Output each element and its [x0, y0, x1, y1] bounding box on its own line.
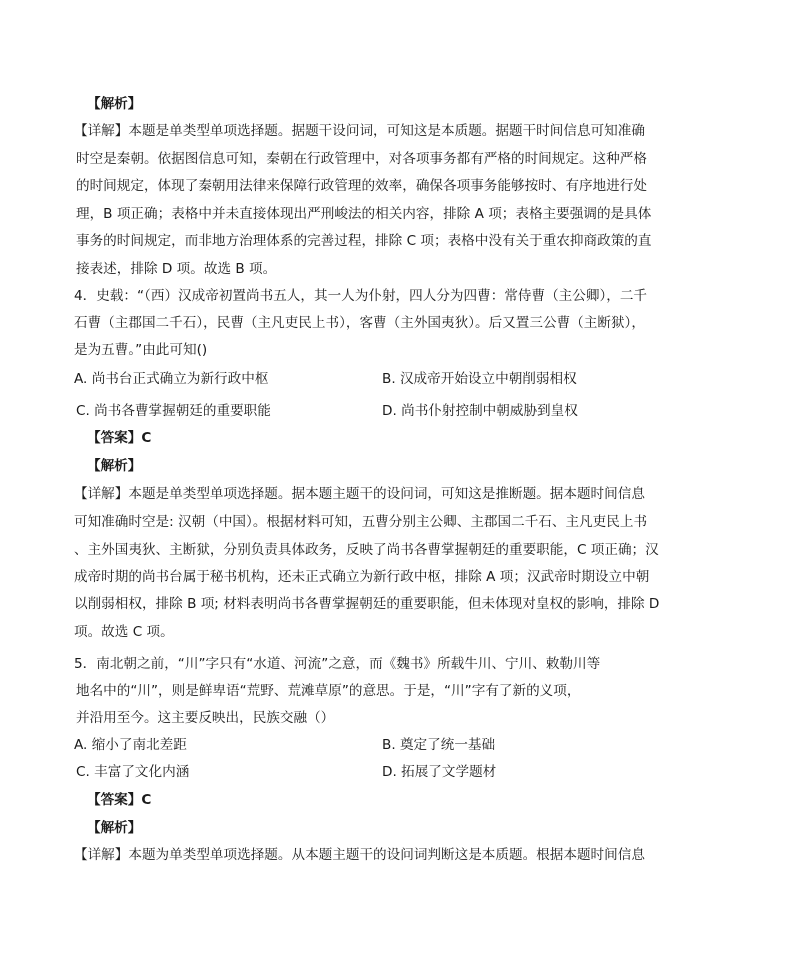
analysis-line: 接表述，排除 D 项。故选 B 项。 — [76, 261, 277, 277]
answer-label: 【答案】C — [87, 430, 152, 446]
option-b: B. 奠定了统一基础 — [382, 737, 496, 753]
analysis-line: 、主外国夷狄、主断狱，分别负责具体政务，反映了尚书各曹掌握朝廷的重要职能，C 项正确；汉 — [74, 542, 659, 558]
question-4-stem: 4．史载：“（西）汉成帝初置尚书五人，其一人为仆射，四人分为四曹：常侍曹（主公卿），二千 — [74, 288, 648, 304]
question-4-stem: 是为五曹。”由此可知() — [74, 342, 208, 358]
option-a: A. 尚书台正式确立为新行政中枢 — [74, 371, 269, 387]
analysis-label: 【解析】 — [87, 458, 142, 474]
analysis-line: 以削弱相权，排除 B 项; 材料表明尚书各曹掌握朝廷的重要职能，但未体现对皇权的影响，排除 D — [74, 596, 660, 612]
option-b: B. 汉成帝开始设立中朝削弱相权 — [382, 371, 577, 387]
analysis-line: 的时间规定，体现了秦朝用法律来保障行政管理的效率，确保各项事务能够按时、有序地进行处 — [76, 178, 647, 194]
analysis-line: 项。故选 C 项。 — [74, 624, 174, 640]
option-d: D. 拓展了文学题材 — [382, 764, 497, 780]
analysis-line: 【详解】本题为单类型单项选择题。从本题主题干的设问词判断这是本质题。根据本题时间信息 — [74, 847, 645, 863]
option-c: C. 尚书各曹掌握朝廷的重要职能 — [76, 403, 271, 419]
analysis-label: 【解析】 — [87, 820, 142, 836]
analysis-line: 可知准确时空是: 汉朝（中国）。根据材料可知，五曹分别主公卿、主郡国二千石、主凡吏民上书 — [74, 514, 648, 530]
analysis-line: 成帝时期的尚书台属于秘书机构，还未正式确立为新行政中枢，排除 A 项；汉武帝时期设立中朝 — [74, 569, 650, 585]
option-c: C. 丰富了文化内涵 — [76, 764, 190, 780]
option-d: D. 尚书仆射控制中朝威胁到皇权 — [382, 403, 578, 419]
analysis-line: 【详解】本题是单类型单项选择题。据题干设问词，可知这是本质题。据题干时间信息可知准确 — [74, 123, 645, 139]
question-5-stem: 5．南北朝之前，“川”字只有“水道、河流”之意，而《魏书》所载牛川、宁川、敕勒川等 — [74, 656, 601, 672]
question-5-stem: 并沿用至今。这主要反映出，民族交融（） — [76, 710, 335, 726]
option-a: A. 缩小了南北差距 — [74, 737, 187, 753]
analysis-line: 理，B 项正确；表格中并未直接体现出严刑峻法的相关内容，排除 A 项；表格主要强调的是具体 — [76, 206, 652, 222]
analysis-line: 时空是秦朝。依据图信息可知，秦朝在行政管理中，对各项事务都有严格的时间规定。这种严格 — [76, 151, 647, 167]
analysis-line: 【详解】本题是单类型单项选择题。据本题主题干的设问词，可知这是推断题。据本题时间信息 — [74, 486, 645, 502]
analysis-line: 事务的时间规定，而非地方治理体系的完善过程，排除 C 项；表格中没有关于重农抑商政策的直 — [76, 233, 652, 249]
question-4-stem: 石曹（主郡国二千石），民曹（主凡吏民上书），客曹（主外国夷狄）。后又置三公曹（主断狱）， — [74, 315, 645, 331]
analysis-label: 【解析】 — [87, 96, 142, 112]
answer-label: 【答案】C — [87, 792, 152, 808]
question-5-stem: 地名中的“川”，则是鲜卑语“荒野、荒滩草原”的意思。于是，“川”字有了新的义项， — [76, 683, 581, 699]
